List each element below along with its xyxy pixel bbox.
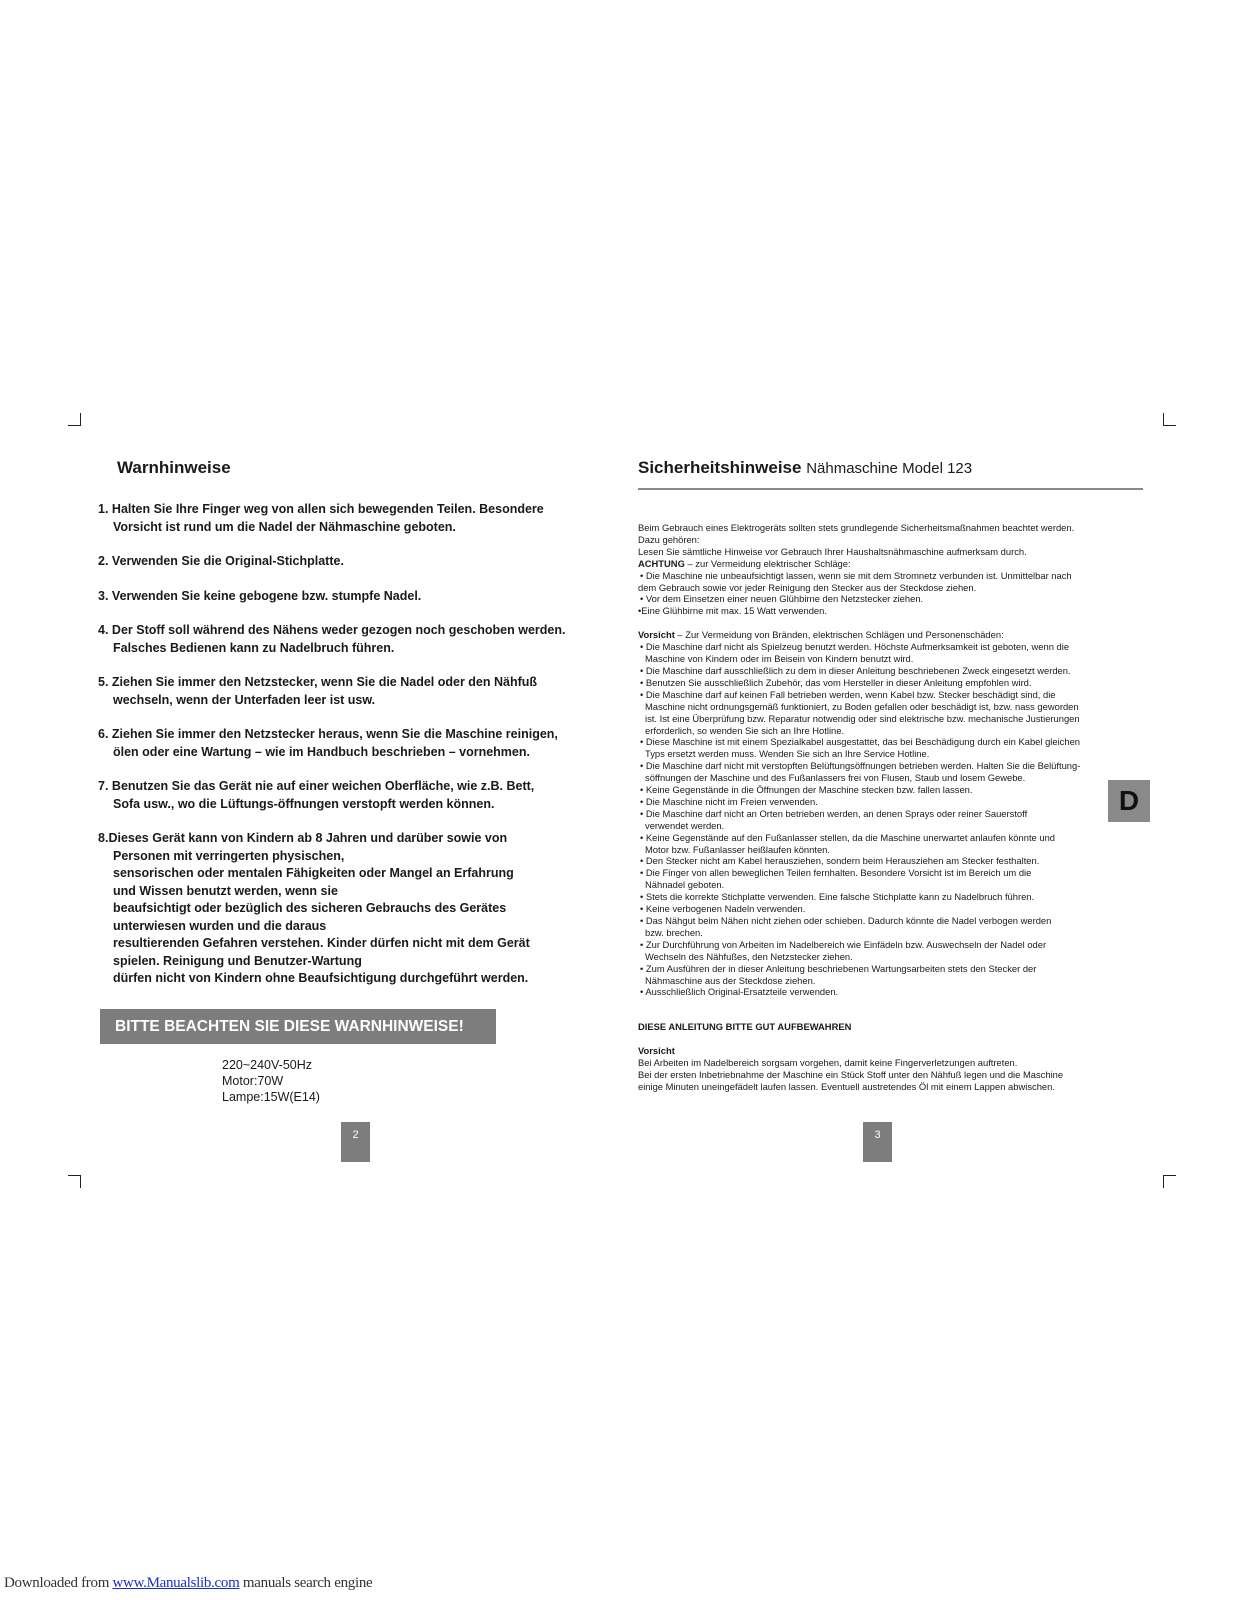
warning-item-4: 4. Der Stoff soll während des Nähens weder gezogen noch geschoben werden. Falsches Bedienen kann zu Nadelbruch führen.	[98, 623, 566, 655]
warning-item-6: 6. Ziehen Sie immer den Netzstecker heraus, wenn Sie die Maschine reinigen, ölen oder eine Wartung – wie im Handbuch beschrieben – vornehmen.	[98, 727, 558, 759]
caution-line: Bei Arbeiten im Nadelbereich sorgsam vorgehen, damit keine Fingerverletzungen auftreten.	[638, 1057, 1018, 1069]
download-footer: Downloaded from www.Manualslib.com manuals search engine	[4, 1575, 373, 1591]
vorsicht-line: • Zur Durchführung von Arbeiten im Nadelbereich wie Einfädeln bzw. Auswechseln der Nadel oder	[640, 938, 1047, 950]
caution-line: Bei der ersten Inbetriebnahme der Maschine ein Stück Stoff unter den Nähfuß legen und die Maschine	[638, 1069, 1064, 1081]
warning-item-8: 8.Dieses Gerät kann von Kindern ab 8 Jahren und darüber sowie von Personen mit verringerten physischen, sensorischen oder mentalen Fähigkeiten oder Mangel an Erfahrung und Wissen benutzt werden, wenn sie beaufsichtigt oder bezüglich des sicheren Gebrauchs des Gerätes unterwiesen wurden und die daraus resultierenden Gefahren verstehen. Kinder dürfen nicht mit dem Gerät spielen. Reinigung und Benutzer-Wartung dürfen nicht von Kindern ohne Beaufsichtigung durchgeführt werden.	[98, 831, 530, 985]
spacer	[638, 1033, 1108, 1045]
achtung-line: dem Gebrauch sowie vor jeder Reinigung den Stecker aus der Steckdose ziehen.	[638, 581, 977, 593]
intro-line: Dazu gehören:	[638, 533, 700, 545]
spacer	[638, 998, 1108, 1021]
vorsicht-line: Nähmaschine aus der Steckdose ziehen.	[645, 974, 816, 986]
achtung-label: ACHTUNG	[638, 557, 685, 569]
warning-item-2: 2. Verwenden Sie die Original-Stichplatte.	[98, 554, 344, 568]
crop-mark-bottom-right	[1163, 1175, 1176, 1188]
warning-item-1: 1. Halten Sie Ihre Finger weg von allen sich bewegenden Teilen. Besondere Vorsicht ist rund um die Nadel der Nähmaschine geboten.	[98, 502, 544, 534]
crop-mark-bottom-left	[68, 1175, 81, 1188]
vorsicht-line: Nähnadel geboten.	[645, 879, 725, 891]
vorsicht-line: söffnungen der Maschine und des Fußanlassers frei von Flusen, Staub und losem Gewebe.	[645, 772, 1026, 784]
vorsicht-line: • Die Maschine nicht im Freien verwenden.	[640, 795, 818, 807]
intro-line: Lesen Sie sämtliche Hinweise vor Gebrauch Ihrer Haushaltsnähmaschine aufmerksam durch.	[638, 545, 1027, 557]
warning-banner: BITTE BEACHTEN SIE DIESE WARNHINWEISE!	[100, 1009, 496, 1044]
vorsicht-line: bzw. brechen.	[645, 926, 703, 938]
achtung-line: • Die Maschine nie unbeaufsichtigt lassen, wenn sie mit dem Stromnetz verbunden ist. Unmittelbar nach	[640, 569, 1072, 581]
vorsicht-line: Wechseln des Nähfußes, den Netzstecker ziehen.	[645, 950, 853, 962]
vorsicht-line: • Keine Gegenstände auf den Fußanlasser stellen, da die Maschine unerwartet anlaufen könnte und	[640, 831, 1056, 843]
caution-heading: Vorsicht	[638, 1045, 675, 1057]
vorsicht-line: • Die Maschine darf ausschließlich zu dem in dieser Anleitung beschriebenen Zweck eingesetzt werden.	[640, 664, 1071, 676]
vorsicht-line: Maschine nicht ordnungsgemäß funktioniert, zu Boden gefallen oder beschädigt ist, bzw. nass geworden	[645, 700, 1079, 712]
right-page-title	[638, 458, 972, 478]
spec-lamp: Lampe:15W(E14)	[222, 1090, 320, 1104]
achtung-line: •Eine Glühbirne mit max. 15 Watt verwenden.	[638, 605, 827, 617]
vorsicht-line: • Stets die korrekte Stichplatte verwenden. Eine falsche Stichplatte kann zu Nadelbruch führen.	[640, 891, 1035, 903]
intro-line: Beim Gebrauch eines Elektrogeräts sollten stets grundlegende Sicherheitsmaßnahmen beachtet werden.	[638, 522, 1075, 533]
vorsicht-line: • Ausschließlich Original-Ersatzteile verwenden.	[640, 986, 839, 998]
vorsicht-line: verwendet werden.	[645, 819, 725, 831]
vorsicht-label: Vorsicht	[638, 629, 675, 641]
spacer	[638, 617, 1108, 629]
model-subtitle: Nähmaschine Model 123	[806, 460, 973, 477]
technical-specs	[222, 1057, 320, 1105]
vorsicht-line: Maschine von Kindern oder im Beisein von Kindern benutzt wird.	[645, 653, 914, 665]
vorsicht-line: • Die Finger von allen beweglichen Teilen fernhalten. Besondere Vorsicht ist im Bereich um die	[640, 867, 1032, 879]
vorsicht-line: • Den Stecker nicht am Kabel herausziehen, sondern beim Herausziehen am Stecker festhalten.	[640, 855, 1040, 867]
safety-instructions	[638, 522, 1108, 1093]
crop-mark-top-right	[1163, 413, 1176, 426]
vorsicht-heading: Vorsicht – Zur Vermeidung von Bränden, elektrischen Schlägen und Personenschäden:	[638, 629, 1004, 641]
warning-item-3: 3. Verwenden Sie keine gebogene bzw. stumpfe Nadel.	[98, 588, 422, 603]
vorsicht-line: Typs ersetzt werden muss. Wenden Sie sich an Ihre Service Hotline.	[645, 748, 930, 760]
vorsicht-line: ist. Ist eine Überprüfung bzw. Reparatur notwendig oder sind elektrische bzw. mechanische Justierungen	[645, 712, 1080, 724]
spec-voltage: 220~240V-50Hz	[222, 1058, 313, 1072]
vorsicht-line: • Keine verbogenen Nadeln verwenden.	[640, 903, 806, 915]
vorsicht-line: • Die Maschine darf nicht mit verstopften Belüftungsöffnungen betrieben werden. Halten Sie die Belüftung-	[640, 760, 1081, 772]
warning-item-5: 5. Ziehen Sie immer den Netzstecker, wenn Sie die Nadel oder den Nähfuß wechseln, wenn der Unterfaden leer ist usw.	[98, 675, 538, 707]
vorsicht-line: • Die Maschine darf nicht als Spielzeug benutzt werden. Höchste Aufmerksamkeit ist geboten, wenn die	[640, 641, 1070, 653]
page-number-left: 2	[341, 1122, 370, 1162]
keep-notice: DIESE ANLEITUNG BITTE GUT AUFBEWAHREN	[638, 1021, 852, 1033]
achtung-line: • Vor dem Einsetzen einer neuen Glühbirne den Netzstecker ziehen.	[640, 593, 924, 605]
safety-title: Sicherheitshinweise	[638, 458, 802, 477]
crop-mark-top-left	[68, 413, 81, 426]
achtung-heading: ACHTUNG – zur Vermeidung elektrischer Schläge:	[638, 557, 851, 569]
vorsicht-line: Motor bzw. Fußanlasser heißlaufen könnten.	[645, 843, 830, 855]
manualslib-link[interactable]: www.Manualslib.com	[112, 1575, 240, 1591]
warning-item-7: 7. Benutzen Sie das Gerät nie auf einer weichen Oberfläche, wie z.B. Bett, Sofa usw., wo die Lüftungs-öffnungen verstopft werden können.	[98, 779, 535, 811]
vorsicht-line: • Das Nähgut beim Nähen nicht ziehen oder schieben. Dadurch könnte die Nadel verbogen werden	[640, 915, 1052, 926]
caution-line: einige Minuten uneingefädelt laufen lassen. Eventuell austretendes Öl mit einem Lappen abwischen.	[638, 1080, 1055, 1092]
vorsicht-line: erforderlich, so wenden Sie sich an Ihre Hotline.	[645, 724, 845, 736]
vorsicht-line: • Zum Ausführen der in dieser Anleitung beschriebenen Wartungsarbeiten stets den Stecker der	[640, 962, 1037, 974]
vorsicht-line: • Die Maschine darf auf keinen Fall betrieben werden, wenn Kabel bzw. Stecker beschädigt sind, die	[640, 688, 1056, 700]
vorsicht-line: • Diese Maschine ist mit einem Spezialkabel ausgestattet, das bei Beschädigung durch ein Kabel gleichen	[640, 736, 1080, 748]
vorsicht-line: • Benutzen Sie ausschließlich Zubehör, das vom Hersteller in dieser Anleitung empfohlen wird.	[640, 676, 1032, 688]
language-tab: D	[1108, 780, 1150, 822]
warning-list	[98, 501, 578, 1005]
vorsicht-line: • Die Maschine darf nicht an Orten betrieben werden, an denen Sprays oder reiner Sauerstoff	[640, 807, 1028, 819]
spec-motor: Motor:70W	[222, 1074, 284, 1088]
title-divider	[638, 488, 1143, 490]
left-page-title: Warnhinweise	[117, 458, 231, 477]
vorsicht-line: • Keine Gegenstände in die Öffnungen der Maschine stecken bzw. fallen lassen.	[640, 784, 973, 796]
page-number-right: 3	[863, 1122, 892, 1162]
